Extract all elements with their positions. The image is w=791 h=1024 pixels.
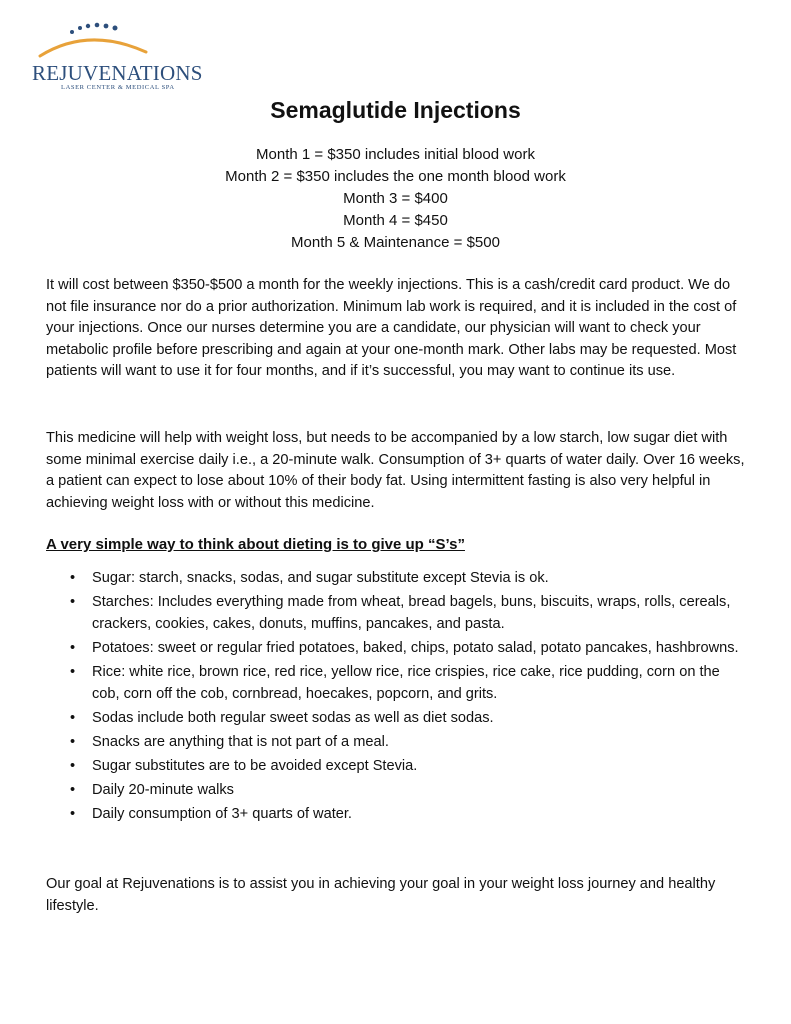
list-item [46,661,751,705]
logo-tagline: LASER CENTER & MEDICAL SPA [61,84,175,91]
bullet-icon: • [70,570,76,586]
pricing-line: Month 2 = $350 includes the one month blood work [225,168,566,185]
bullet-icon: • [70,710,76,726]
section-heading: A very simple way to think about dieting is to give up “S’s” [46,536,465,553]
cost-paragraph: It will cost between $350-$500 a month for the weekly injections. This is a cash/credit card product. We do not file insurance nor do a prior authorization. Minimum lab work is required, and it is included in the cost of your injections. Once our nurses determine you are a candidate, our physician will want to check your metabolic profile before prescribing and again at your one-month mark. Other labs may be requested. Most patients will want to use it for four months, and if it’s successful, you may want to continue its use. [46,277,737,380]
pricing-line: Month 4 = $450 [343,212,448,229]
list-item [46,637,751,659]
bullet-icon: • [70,806,76,822]
diet-paragraph: This medicine will help with weight loss, but needs to be accompanied by a low starch, low sugar diet with some minimal exercise daily i.e., a 20-minute walk. Consumption of 3+ quarts of water daily. Over 16 weeks, a patient can expect to lose about 10% of their body fat. Using intermittent fasting is also very helpful in achieving weight loss with or without this medicine. [46,430,745,511]
list-item-text: Potatoes: sweet or regular fried potatoes, baked, chips, potato salad, potato pancakes, hashbrowns. [92,640,739,656]
bullet-icon: • [70,640,76,656]
list-item-text: Daily 20-minute walks [92,782,234,798]
list-item-text: Snacks are anything that is not part of a meal. [92,734,389,750]
list-item [46,707,751,729]
bullet-icon: • [70,782,76,798]
list-item-text: Sodas include both regular sweet sodas as well as diet sodas. [92,710,494,726]
bullet-icon: • [70,594,76,610]
bullet-icon: • [70,664,76,680]
logo-arc-graphic [28,16,158,66]
list-item-text: Sugar: starch, snacks, sodas, and sugar substitute except Stevia is ok. [92,570,549,586]
pricing-line: Month 1 = $350 includes initial blood work [256,146,535,163]
list-item-text: Rice: white rice, brown rice, red rice, yellow rice, rice crispies, rice cake, rice pudding, corn on the cob, corn off the cob, cornbread, hoecakes, popcorn, and grits. [92,664,720,702]
list-item [46,755,751,777]
page-title: Semaglutide Injections [270,97,521,123]
list-item-text: Starches: Includes everything made from wheat, bread bagels, buns, biscuits, wraps, rolls, cereals, crackers, cookies, cakes, donuts, muffins, pancakes, and pasta. [92,594,731,632]
logo-brand-text: REJUVENATIONS [32,61,203,85]
bullet-icon: • [70,758,76,774]
closing-paragraph: Our goal at Rejuvenations is to assist you in achieving your goal in your weight loss journey and healthy lifestyle. [46,876,716,914]
list-item [46,803,751,825]
pricing-line: Month 5 & Maintenance = $500 [291,234,500,251]
list-item [46,567,751,589]
pricing-list [0,144,791,254]
list-item-text: Sugar substitutes are to be avoided except Stevia. [92,758,418,774]
pricing-line: Month 3 = $400 [343,190,448,207]
list-item [46,731,751,753]
list-item-text: Daily consumption of 3+ quarts of water. [92,806,352,822]
list-item [46,779,751,801]
clinic-logo [28,16,203,102]
list-item [46,591,751,635]
bullet-icon: • [70,734,76,750]
diet-list [46,567,751,827]
